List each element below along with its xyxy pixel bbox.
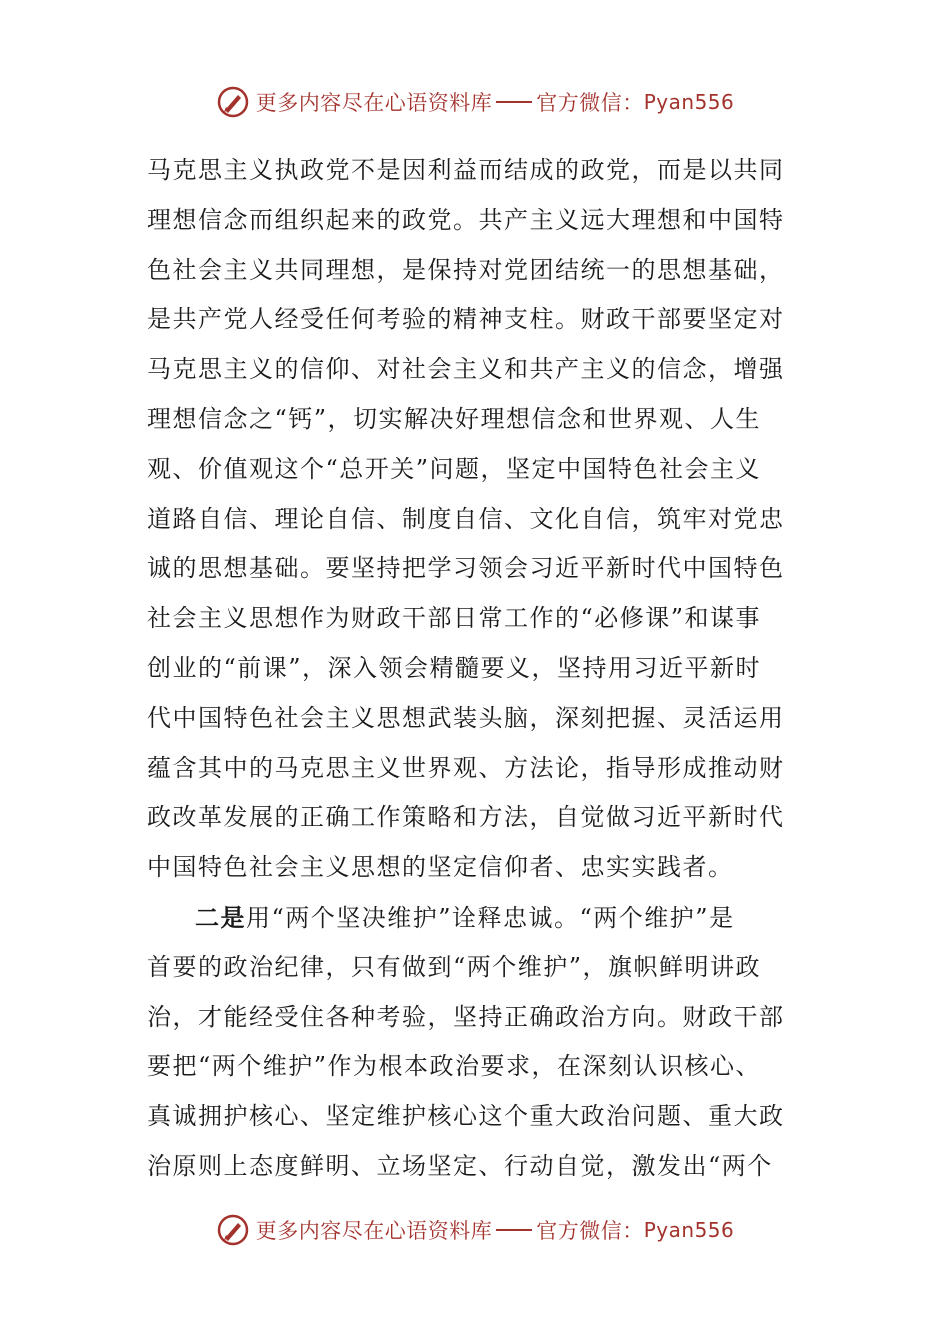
text-line: 马克思主义执政党不是因利益而结成的政党，而是以共同 <box>147 156 785 184</box>
paragraph2-first-line-text: 用“两个坚决维护”诠释忠诚。“两个维护”是 <box>246 903 735 932</box>
footer-banner <box>0 1210 950 1250</box>
text-line: 代中国特色社会主义思想武装头脑，深刻把握、灵活运用 <box>147 703 785 732</box>
paragraph2-lead: 二是 <box>195 902 246 932</box>
text-line: 要把“两个维护”作为根本政治要求，在深刻认识核心、 <box>147 1052 762 1081</box>
banner-main-text: 更多内容尽在心语资料库 <box>255 91 493 115</box>
banner-main-text: 更多内容尽在心语资料库 <box>255 1219 493 1243</box>
text-line: 治，才能经受住各种考验，坚持正确政治方向。财政干部 <box>147 1002 785 1031</box>
text-line: 社会主义思想作为财政干部日常工作的“必修课”和谋事 <box>147 604 762 633</box>
text-line: 理想信念之“钙”，切实解决好理想信念和世界观、人生 <box>147 404 762 433</box>
banner-wechat-id: Pyan556 <box>643 90 735 114</box>
text-line: 是共产党人经受任何考验的精神支柱。财政干部要坚定对 <box>147 305 785 334</box>
text-line: 真诚拥护核心、坚定维护核心这个重大政治问题、重大政 <box>147 1102 785 1131</box>
text-line: 理想信念而组织起来的政党。共产主义远大理想和中国特 <box>147 205 785 234</box>
header-banner <box>0 82 950 122</box>
text-line: 马克思主义的信仰、对社会主义和共产主义的信念，增强 <box>147 355 785 384</box>
pen-logo-icon <box>216 85 250 119</box>
document-body <box>147 146 787 1192</box>
banner-wechat-label: 官方微信： <box>536 91 644 115</box>
paragraph2-first-line <box>147 893 787 943</box>
text-line: 色社会主义共同理想，是保持对党团结统一的思想基础， <box>147 255 785 284</box>
text-line: 创业的“前课”，深入领会精髓要义，坚持用习近平新时 <box>147 653 762 682</box>
text-line: 治原则上态度鲜明、立场坚定、行动自觉，激发出“两个 <box>147 1151 773 1180</box>
banner-dash <box>496 1229 532 1231</box>
banner-wechat-label: 官方微信： <box>536 1219 644 1243</box>
banner-dash <box>496 101 532 103</box>
text-line: 政改革发展的正确工作策略和方法，自觉做习近平新时代 <box>147 803 785 832</box>
pen-logo-icon <box>216 1213 250 1247</box>
text-line: 中国特色社会主义思想的坚定信仰者、忠实实践者。 <box>147 853 734 882</box>
banner-wechat-id: Pyan556 <box>643 1218 735 1242</box>
text-line: 首要的政治纪律，只有做到“两个维护”，旗帜鲜明讲政 <box>147 952 762 981</box>
text-line: 蕴含其中的马克思主义世界观、方法论，指导形成推动财 <box>147 753 785 782</box>
text-line: 道路自信、理论自信、制度自信、文化自信，筑牢对党忠 <box>147 504 785 533</box>
text-line: 观、价值观这个“总开关”问题，坚定中国特色社会主义 <box>147 454 762 483</box>
text-line: 诚的思想基础。要坚持把学习领会习近平新时代中国特色 <box>147 554 785 583</box>
